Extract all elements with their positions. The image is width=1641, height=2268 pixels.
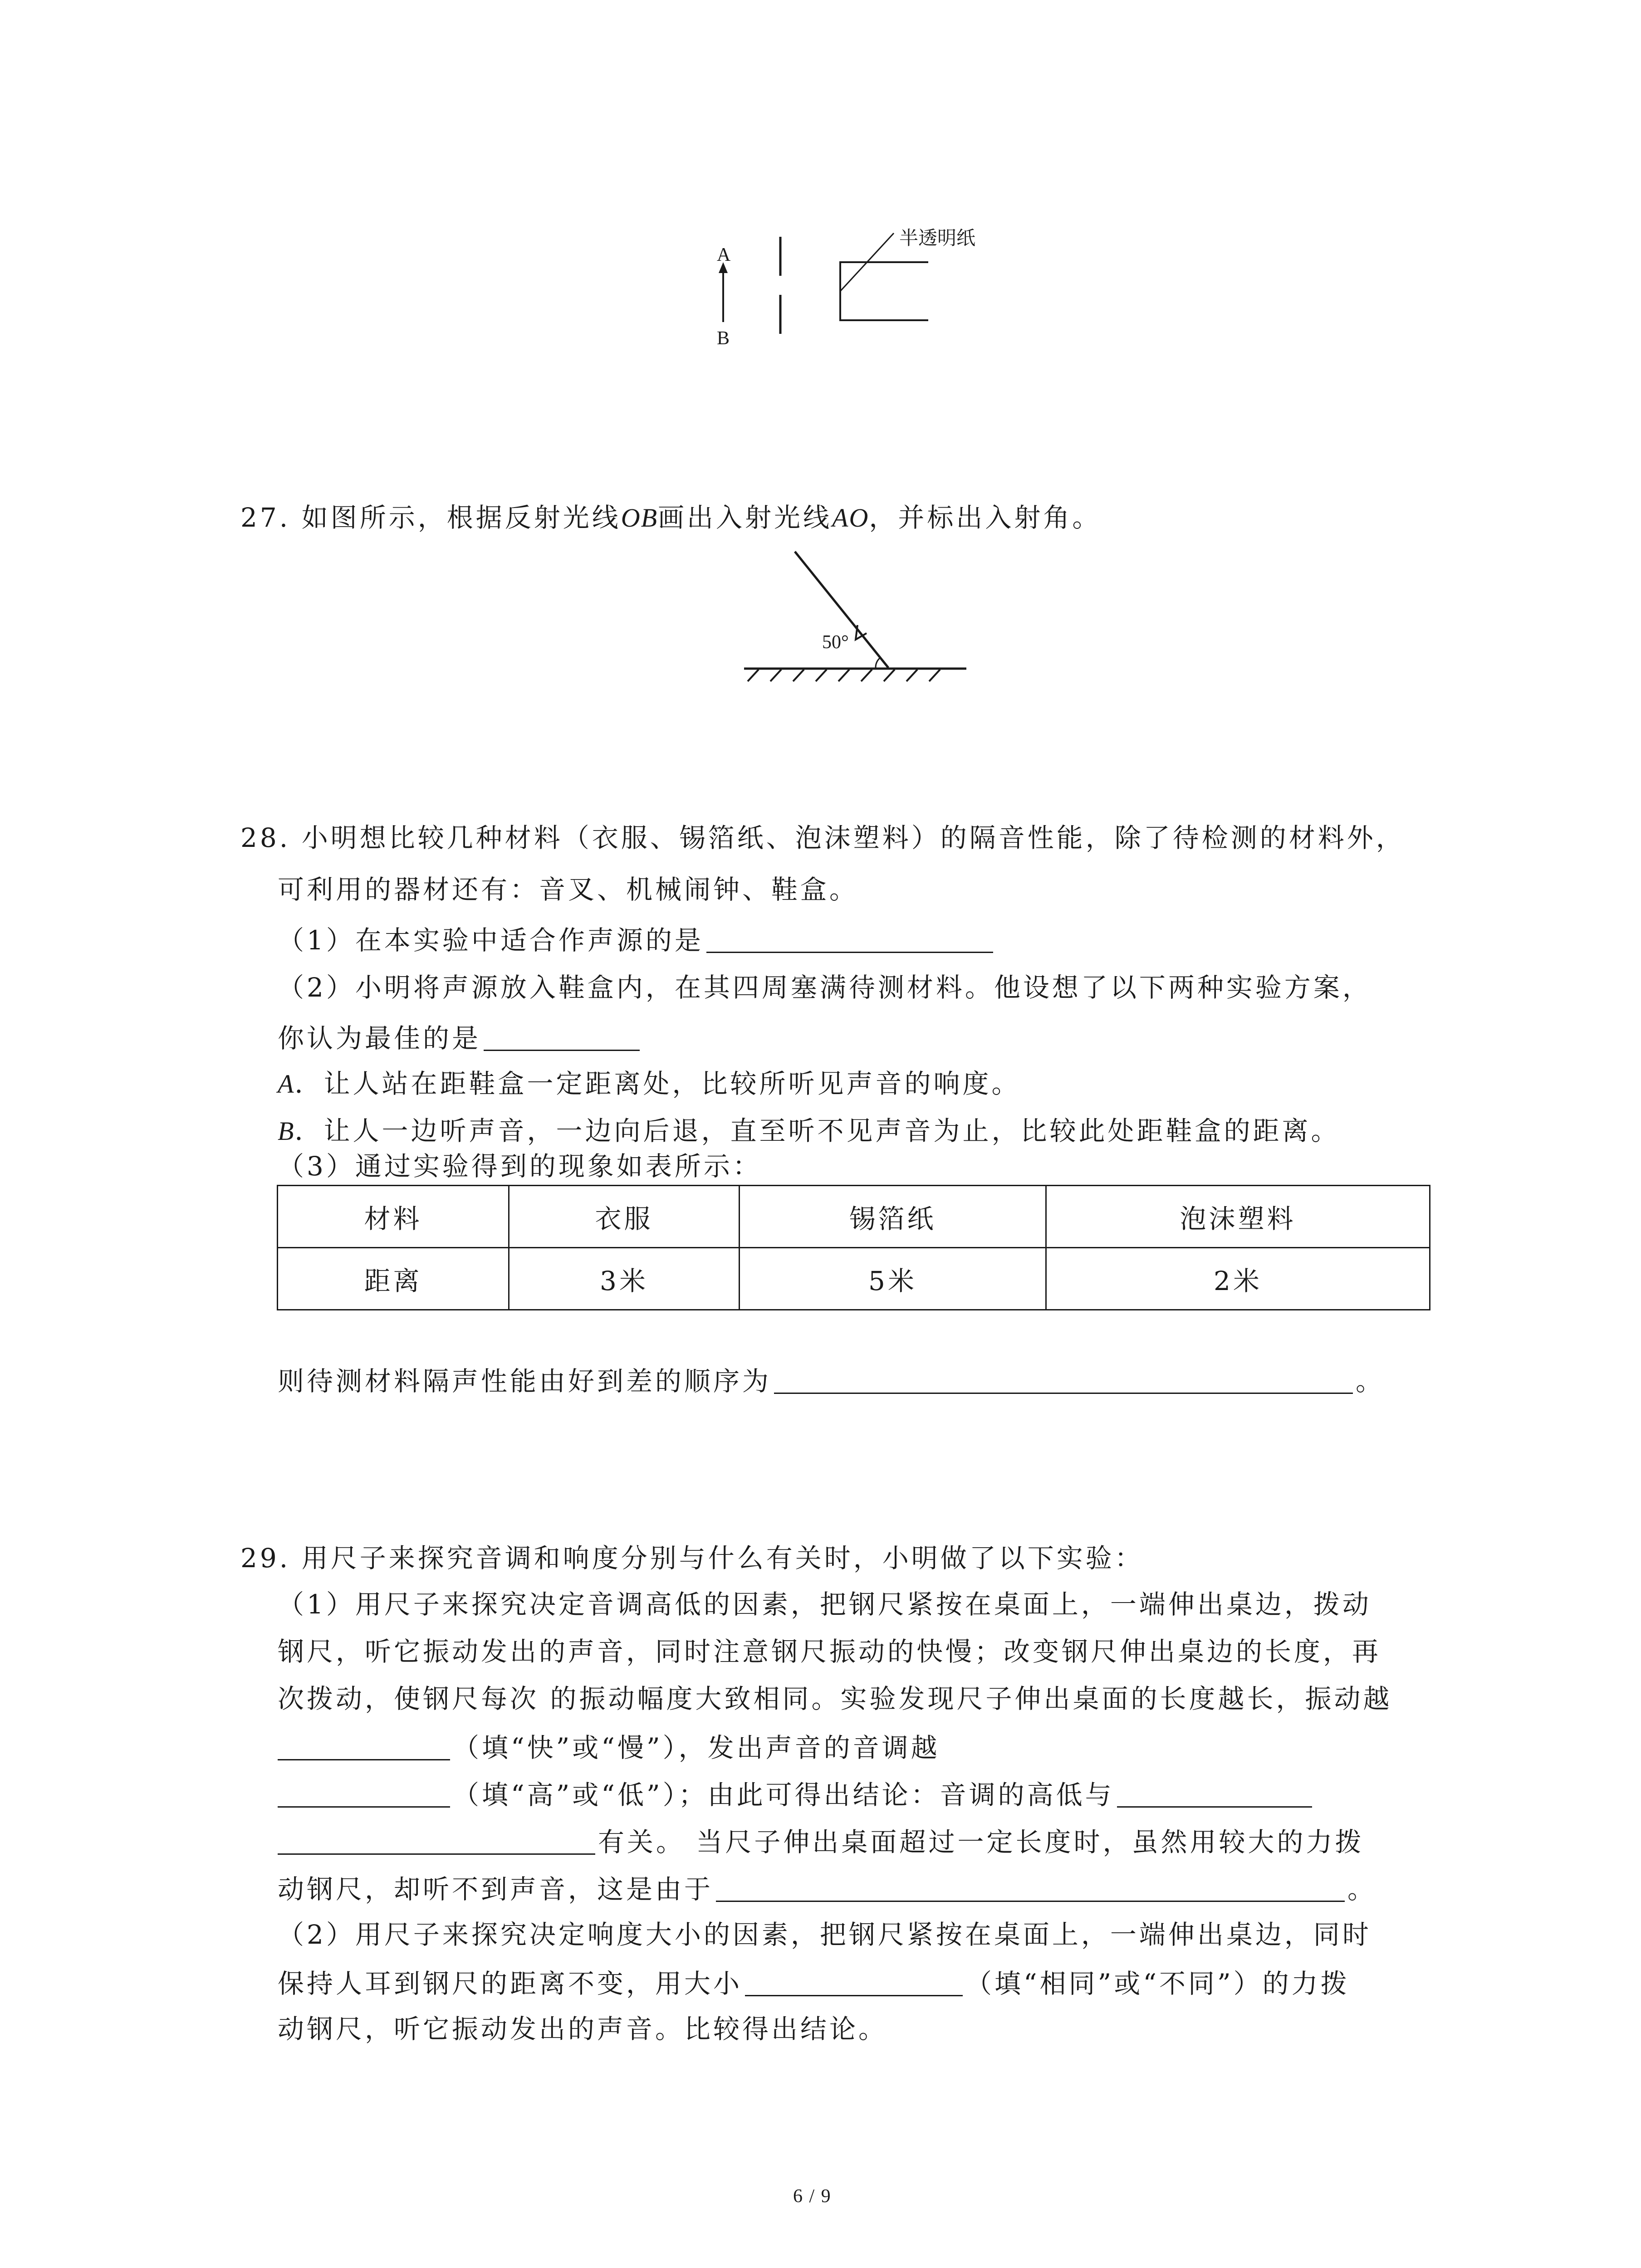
q29-speed-answer-blank[interactable]	[278, 1733, 450, 1760]
table-cell: 距离	[278, 1248, 509, 1310]
q28-sub-2-line-2	[278, 1023, 642, 1054]
q29-p2-line-3: 动钢尺，听它振动发出的声音。比较得出结论。	[278, 2014, 888, 2044]
q29-p1-line-1: （1）用尺子来探究决定音调高低的因素，把钢尺紧按在桌面上，一端伸出桌边，拨动	[278, 1589, 1372, 1620]
q29-p1-line-5-text: （填“高”或“低”）；由此可得出结论：音调的高低与	[453, 1779, 1114, 1810]
q29-text-1: 用尺子来探究音调和响度分别与什么有关时，小明做了以下实验：	[301, 1543, 1144, 1574]
q29-force-answer-blank[interactable]	[745, 1969, 963, 1996]
q29-pitch-factor-blank-b[interactable]	[278, 1827, 595, 1855]
q29-p1-line-6	[278, 1827, 1364, 1855]
q29-number: 29.	[240, 1543, 291, 1574]
q29-p1-line-7	[278, 1874, 1377, 1905]
q29-p1-line-4-text: （填“快”或“慢”），发出声音的音调越	[453, 1732, 940, 1763]
q29-p1-line-4	[278, 1733, 940, 1761]
label-b: B	[717, 328, 730, 349]
angle-label: 50°	[822, 632, 849, 653]
reflection-diagram	[735, 544, 980, 689]
q28-conclusion-end: 。	[1356, 1366, 1385, 1397]
q29-p1-line-3: 次拨动，使钢尺每次 的振动幅度大致相同。实验发现尺子伸出桌面的长度越长，振动越	[278, 1683, 1392, 1714]
q28-conclusion-answer-blank[interactable]	[774, 1366, 1353, 1394]
table-cell: 3米	[509, 1248, 740, 1310]
q28-sub-1-answer-blank[interactable]	[706, 925, 993, 953]
q28-sub-1	[278, 925, 996, 956]
q28-conclusion-text: 则待测材料隔声性能由好到差的顺序为	[278, 1366, 772, 1397]
angle-arc	[876, 658, 880, 668]
q28-text-1: 小明想比较几种材料（衣服、锡箔纸、泡沫塑料）的隔音性能，除了待检测的材料外，	[301, 822, 1405, 853]
q29-p1-line-6-text: 有关。 当尺子伸出桌面超过一定长度时，虽然用较大的力拨	[598, 1827, 1364, 1857]
q27-text-3: ，并标出入射角。	[869, 502, 1102, 533]
q29-pitch-answer-blank[interactable]	[278, 1780, 450, 1808]
table-cell: 5米	[740, 1248, 1046, 1310]
q27-text	[240, 504, 1101, 531]
label-semi-transparent-paper: 半透明纸	[899, 228, 976, 249]
q28-option-b-text: ．让人一边听声音，一边向后退，直至听不见声音为止，比较此处距鞋盒的距离。	[294, 1115, 1340, 1146]
q27-ray-ob: OB	[621, 503, 658, 533]
q27-text-1: 如图所示，根据反射光线	[301, 502, 621, 533]
q29-p2-line-1: （2）用尺子来探究决定响度大小的因素，把钢尺紧按在桌面上，一端伸出桌边，同时	[278, 1919, 1372, 1950]
label-a: A	[717, 244, 731, 265]
q28-number: 28.	[240, 822, 291, 853]
q28-sub-1-text: （1）在本实验中适合作声源的是	[278, 925, 704, 956]
q29-p2-line-2-text-a: 保持人耳到钢尺的距离不变，用大小	[278, 1968, 743, 1999]
table-header-row	[278, 1186, 1430, 1248]
table-header-cell: 材料	[278, 1186, 509, 1248]
q28-option-a-text: ．让人站在距鞋盒一定距离处，比较所听见声音的响度。	[294, 1068, 1021, 1099]
q28-option-a-letter: A	[278, 1069, 295, 1099]
table-header-cell: 泡沫塑料	[1046, 1186, 1430, 1248]
q29-reason-answer-blank[interactable]	[716, 1874, 1345, 1902]
table-header-cell: 锡箔纸	[740, 1186, 1046, 1248]
mirror-hatching	[748, 670, 940, 681]
q29-p1-line-5	[278, 1780, 1315, 1808]
q28-sub-2-text: 你认为最佳的是	[278, 1023, 481, 1054]
q28-sub-2-answer-blank[interactable]	[484, 1023, 640, 1051]
q29-p2-line-2	[278, 1969, 1350, 1997]
table-header-cell: 衣服	[509, 1186, 740, 1248]
q28-sub-3: （3）通过实验得到的现象如表所示：	[278, 1151, 762, 1182]
q28-option-a	[278, 1070, 1020, 1097]
page-number: 6 / 9	[793, 2186, 832, 2207]
q29-line-1	[240, 1543, 1144, 1574]
q27-text-2: 画出入射光线	[658, 502, 833, 533]
q28-line-2: 可利用的器材还有：音叉、机械闹钟、鞋盒。	[278, 874, 859, 905]
q28-line-1	[240, 822, 1405, 853]
q29-p1-line-7-text: 动钢尺，却听不到声音，这是由于	[278, 1874, 714, 1905]
q29-p2-line-2-text-b: （填“相同”或“不同”）的力拨	[965, 1968, 1350, 1999]
q28-conclusion	[278, 1366, 1385, 1397]
q29-p1-line-2: 钢尺，听它振动发出的声音，同时注意钢尺振动的快慢；改变钢尺伸出桌边的长度，再	[278, 1636, 1381, 1667]
q28-option-b	[278, 1115, 1340, 1146]
pinhole-diagram	[699, 218, 1025, 363]
q28-results-table	[277, 1185, 1430, 1310]
q28-sub-2-line-1: （2）小明将声源放入鞋盒内，在其四周塞满待测材料。他设想了以下两种实验方案，	[278, 972, 1372, 1003]
q29-pitch-factor-blank-a[interactable]	[1117, 1780, 1312, 1808]
q27-number: 27.	[240, 502, 291, 533]
q28-option-b-letter: B	[278, 1116, 295, 1146]
table-row	[278, 1248, 1430, 1310]
q29-p1-line-7-end: 。	[1347, 1874, 1377, 1905]
table-cell: 2米	[1046, 1248, 1430, 1310]
q27-ray-ao: AO	[832, 503, 869, 533]
